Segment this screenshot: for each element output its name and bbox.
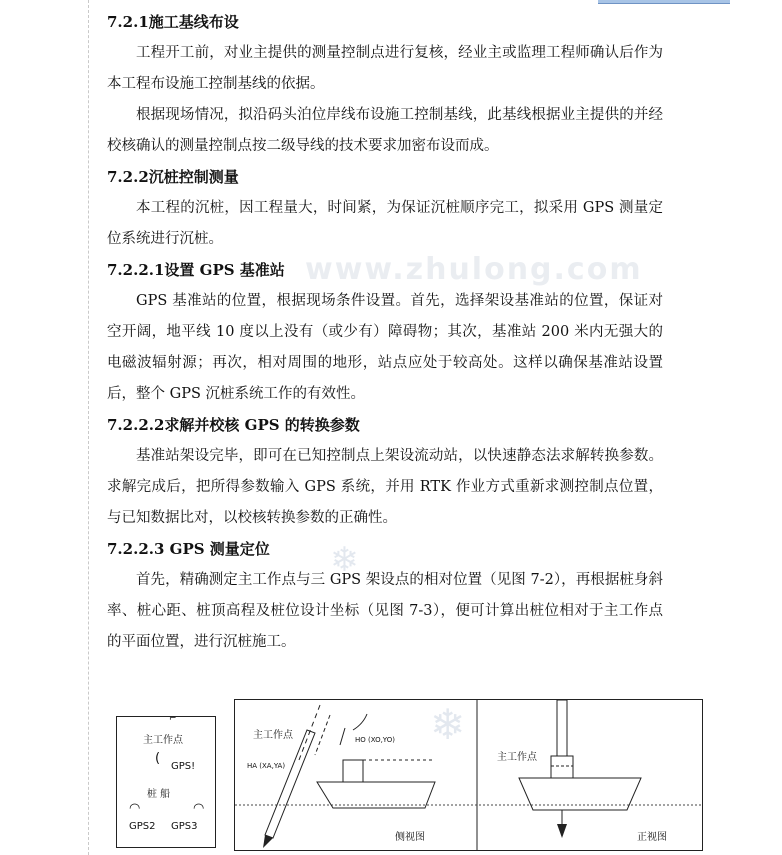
side-view-caption: 侧视图 <box>395 832 425 843</box>
section-heading: 7.2.2.3 GPS 测量定位 <box>107 540 270 558</box>
gps1-marker-icon: ( <box>155 751 161 766</box>
ship-label: 桩 船 <box>147 789 171 800</box>
paragraph: 本工程的沉桩，因工程量大，时间紧，为保证沉桩顺序完工，拟采用 GPS 测量定位系统进行沉桩。 <box>107 200 663 247</box>
side-ha-label: HA (XA,YA) <box>247 762 286 770</box>
gps3-label: GPS3 <box>171 821 198 832</box>
figure-pile-views <box>234 699 703 851</box>
watermark-flake-icon: ❄ <box>430 700 466 749</box>
main-point-label: 主工作点 <box>143 735 183 746</box>
top-toolbar-strip <box>598 0 730 4</box>
gps2-label: GPS2 <box>129 821 156 832</box>
paragraph: 根据现场情况，拟沿码头泊位岸线布设施工控制基线，此基线根据业主提供的并经校核确认的测量控制点按二级导线的技术要求加密布设而成。 <box>107 107 663 154</box>
gps3-marker-icon: ◠ <box>193 801 205 816</box>
section-heading: 7.2.2沉桩控制测量 <box>107 168 239 186</box>
gps1-label: GPS! <box>171 761 196 772</box>
paragraph: 首先，精确测定主工作点与三 GPS 架设点的相对位置（见图 7-2），再根据桩身斜率、桩心距、桩顶高程及桩位设计坐标（见图 7-3），便可计算出桩位相对于主工作点的平面位置，进行沉桩施工。 <box>107 572 663 650</box>
front-main-point-label: 主工作点 <box>497 752 537 763</box>
section-heading: 7.2.1施工基线布设 <box>107 13 239 31</box>
section-heading: 7.2.2.1设置 GPS 基准站 <box>107 261 285 279</box>
page-margin-guide <box>88 0 89 855</box>
section-heading: 7.2.2.2求解并校核 GPS 的转换参数 <box>107 416 360 434</box>
figure-gps-layout <box>116 716 216 848</box>
watermark: www.zhulong.com <box>305 252 643 287</box>
front-view-caption: 正视图 <box>637 832 667 843</box>
side-main-point-label: 主工作点 <box>253 730 293 741</box>
gps2-marker-icon: ◠ <box>129 801 141 816</box>
paragraph: 工程开工前，对业主提供的测量控制点进行复核，经业主或监理工程师确认后作为本工程布设施工控制基线的依据。 <box>107 45 663 92</box>
document-body <box>107 7 663 658</box>
watermark-flake-icon: ❄ <box>330 540 359 580</box>
figure-pile-diagram <box>235 700 702 850</box>
side-ho-label: HO (XO,YO) <box>355 736 395 744</box>
top-tick-icon: ⌐ <box>169 714 177 724</box>
paragraph: GPS 基准站的位置，根据现场条件设置。首先，选择架设基准站的位置，保证对空开阔，地平线 10 度以上没有（或少有）障碍物；其次，基准站 200 米内无强大的电磁波辐射源；再次，相对周围的地形，站点应处于较高处。这样以确保基准站设置后，整个 GPS 沉桩系统工作的有效性。 <box>107 293 663 402</box>
paragraph: 基准站架设完毕，即可在已知控制点上架设流动站，以快速静态法求解转换参数。求解完成后，把所得参数输入 GPS 系统，并用 RTK 作业方式重新求测控制点位置，与已知数据比对，以校核转换参数的正确性。 <box>107 448 663 526</box>
